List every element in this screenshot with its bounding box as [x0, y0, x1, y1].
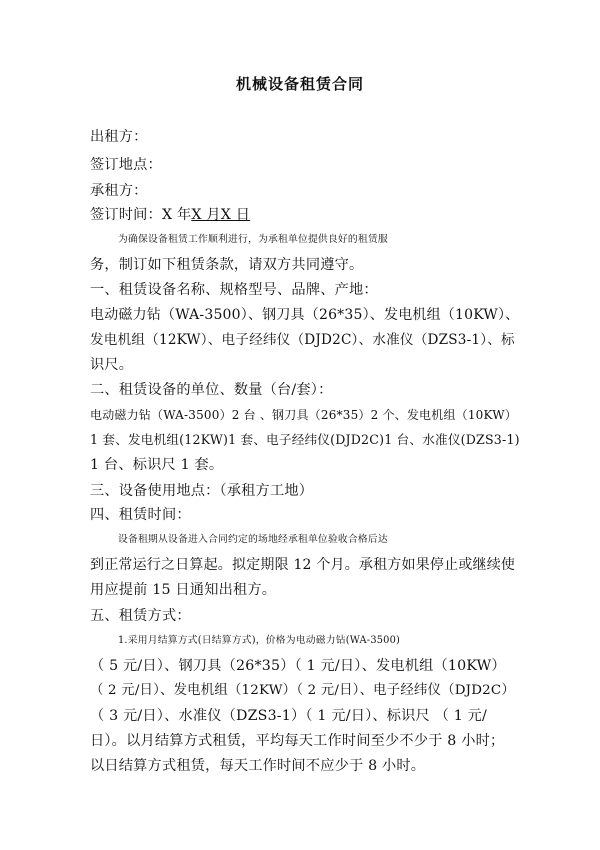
signing-date-day: X 日 — [220, 207, 251, 223]
lessee-label: 承租方： — [90, 183, 148, 199]
section-5-line: 以日结算方式租赁，每天工作时间不应少于 8 小时。 — [90, 758, 426, 774]
section-5-line: （ 2 元/日）、发电机组（12KW）（ 2 元/日）、电子经纬仪（DJD2C） — [90, 683, 515, 698]
section-5-line: （ 3 元/日）、水准仪（DZS3-1）（ 1 元/日）、标识尺 （ 1 元/ — [90, 708, 488, 724]
section-5-line: 日）。以月结算方式租赁，平均每天工作时间至少不少于 8 小时； — [90, 733, 505, 749]
section-1-heading: 一、租赁设备名称、规格型号、品牌、产地： — [90, 282, 378, 298]
section-1-line: 识尺。 — [90, 357, 134, 373]
signing-date-prefix: 签订时间：X 年 — [90, 207, 192, 223]
section-1-line: 电动磁力钻（WA-3500）、钢刀具（26*35）、发电机组（10KW）、 — [90, 307, 520, 323]
lessor-label: 出租方： — [90, 129, 148, 145]
section-2-line: 1 套、发电机组(12KW)1 套、电子经纬仪(DJD2C)1 台、水准仪(DZS3-1) — [90, 432, 520, 447]
section-3-heading: 三、设备使用地点：（承租方工地） — [90, 483, 314, 499]
section-4-heading: 四、租赁时间： — [90, 507, 191, 523]
document-title: 机械设备租赁合同 — [235, 75, 364, 93]
section-5-heading: 五、租赁方式： — [90, 608, 191, 624]
section-4-line: 到正常运行之日算起。拟定期限 12 个月。承租方如果停止或继续使 — [90, 557, 516, 573]
section-5-line: 1.采用月结算方式(日结算方式)，价格为电动磁力钻(WA-3500) — [118, 635, 401, 646]
section-2-line: 电动磁力钻（WA-3500）2 台 、钢刀具（26*35）2 个、发电机组（10KW） — [90, 408, 517, 422]
section-2-line: 1 台、标识尺 1 套。 — [90, 457, 224, 473]
signing-date-month: X 月 — [191, 207, 221, 223]
signing-place-label: 签订地点： — [90, 157, 162, 173]
section-1-line: 发电机组（12KW）、电子经纬仪（DJD2C）、水准仪（DZS3-1）、标 — [90, 332, 515, 348]
intro-line: 为确保设备租赁工作顺利进行，为承租单位提供良好的租赁服 — [118, 234, 388, 245]
section-5-line: （ 5 元/日）、钢刀具（26*35）（ 1 元/日）、发电机组（10KW） — [90, 658, 506, 674]
section-2-heading: 二、租赁设备的单位、数量（台/套）： — [90, 382, 333, 398]
intro-line: 务，制订如下租赁条款，请双方共同遵守。 — [90, 257, 364, 273]
signing-date — [90, 205, 520, 225]
section-4-line: 设备租期从设备进入合同约定的场地经承租单位验收合格后达 — [118, 534, 388, 545]
section-4-line: 用应提前 15 日通知出租方。 — [90, 582, 277, 598]
